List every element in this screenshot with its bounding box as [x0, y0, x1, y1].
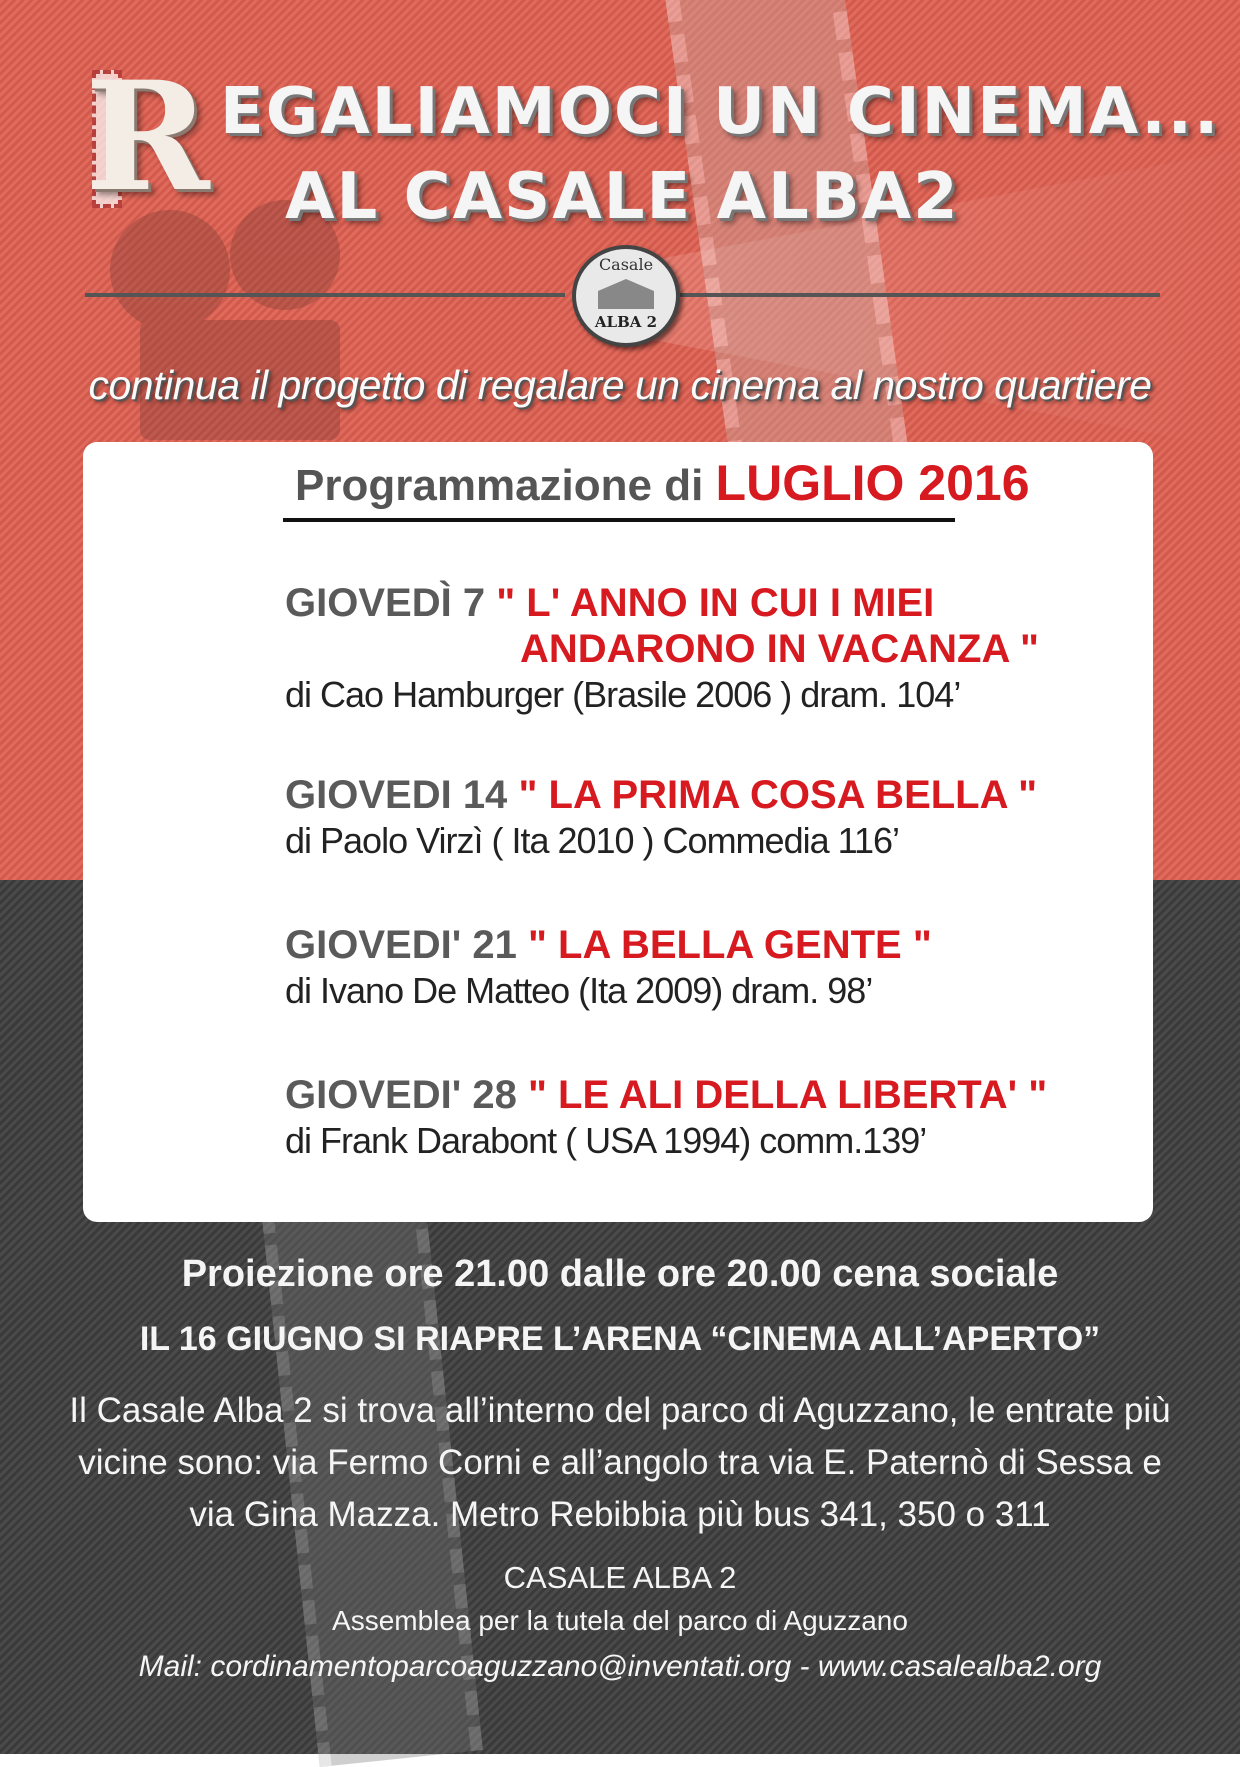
screening-entry: [285, 580, 1039, 718]
association-name: Assemblea per la tutela del parco di Aguzzano: [332, 1605, 908, 1636]
divider-right: [680, 293, 1160, 297]
casale-alba-logo: [572, 245, 680, 347]
arena-announcement: IL 16 GIUGNO SI RIAPRE L’ARENA “CINEMA ALL’APERTO”: [139, 1320, 1101, 1358]
program-title-underline: [283, 518, 955, 522]
screening-film-title-continued: ANDARONO IN VACANZA ": [520, 627, 1039, 671]
house-icon: [598, 279, 654, 309]
program-title: [295, 454, 1030, 512]
screening-film-title: " LE ALI DELLA LIBERTA' ": [527, 1073, 1048, 1117]
logo-text-bottom: ALBA 2: [594, 313, 658, 331]
screening-detail: di Ivano De Matteo (Ita 2009) dram. 98’: [285, 970, 873, 1011]
screening-entry: [285, 922, 932, 1014]
location-info-line: vicine sono: via Fermo Corni e all’angolo tra via E. Paternò di Sessa e: [78, 1443, 1162, 1482]
screening-detail: di Paolo Virzì ( Ita 2010 ) Commedia 116’: [285, 820, 899, 861]
screening-day: GIOVEDÌ 7: [285, 581, 486, 625]
location-info: [0, 1385, 1240, 1541]
divider-left: [85, 293, 565, 297]
screening-entry: [285, 1072, 1047, 1164]
title-initial: R: [85, 49, 210, 225]
location-info-line: via Gina Mazza. Metro Rebibbia più bus 341, 350 o 311: [189, 1495, 1051, 1534]
title-line-1: EGALIAMOCI UN CINEMA...: [220, 75, 1221, 149]
screening-day: GIOVEDI 14: [285, 773, 508, 817]
organization-name: CASALE ALBA 2: [503, 1560, 737, 1595]
contact-info: Mail: cordinamentoparcoaguzzano@inventati.org - www.casalealba2.org: [138, 1650, 1102, 1683]
screening-film-title: " L' ANNO IN CUI I MIEI: [496, 581, 935, 625]
title-line-2: AL CASALE ALBA2: [285, 160, 960, 234]
screening-film-title: " LA PRIMA COSA BELLA ": [518, 773, 1038, 817]
program-card: [83, 442, 1153, 1222]
screening-detail: di Cao Hamburger (Brasile 2006 ) dram. 104’: [285, 674, 961, 715]
screening-day: GIOVEDI' 28: [285, 1073, 517, 1117]
location-info-line: Il Casale Alba 2 si trova all’interno del parco di Aguzzano, le entrate più: [69, 1391, 1171, 1430]
screening-day: GIOVEDI' 21: [285, 923, 517, 967]
program-title-prefix: Programmazione di: [295, 461, 704, 510]
screening-film-title: " LA BELLA GENTE ": [527, 923, 932, 967]
screening-entry: [285, 772, 1037, 864]
logo-text-top: Casale: [598, 255, 654, 274]
program-title-month: LUGLIO 2016: [715, 455, 1030, 511]
screening-detail: di Frank Darabont ( USA 1994) comm.139’: [285, 1120, 927, 1161]
projection-time: Proiezione ore 21.00 dalle ore 20.00 cena sociale: [181, 1253, 1059, 1295]
subtitle: continua il progetto di regalare un cinema al nostro quartiere: [88, 362, 1152, 408]
